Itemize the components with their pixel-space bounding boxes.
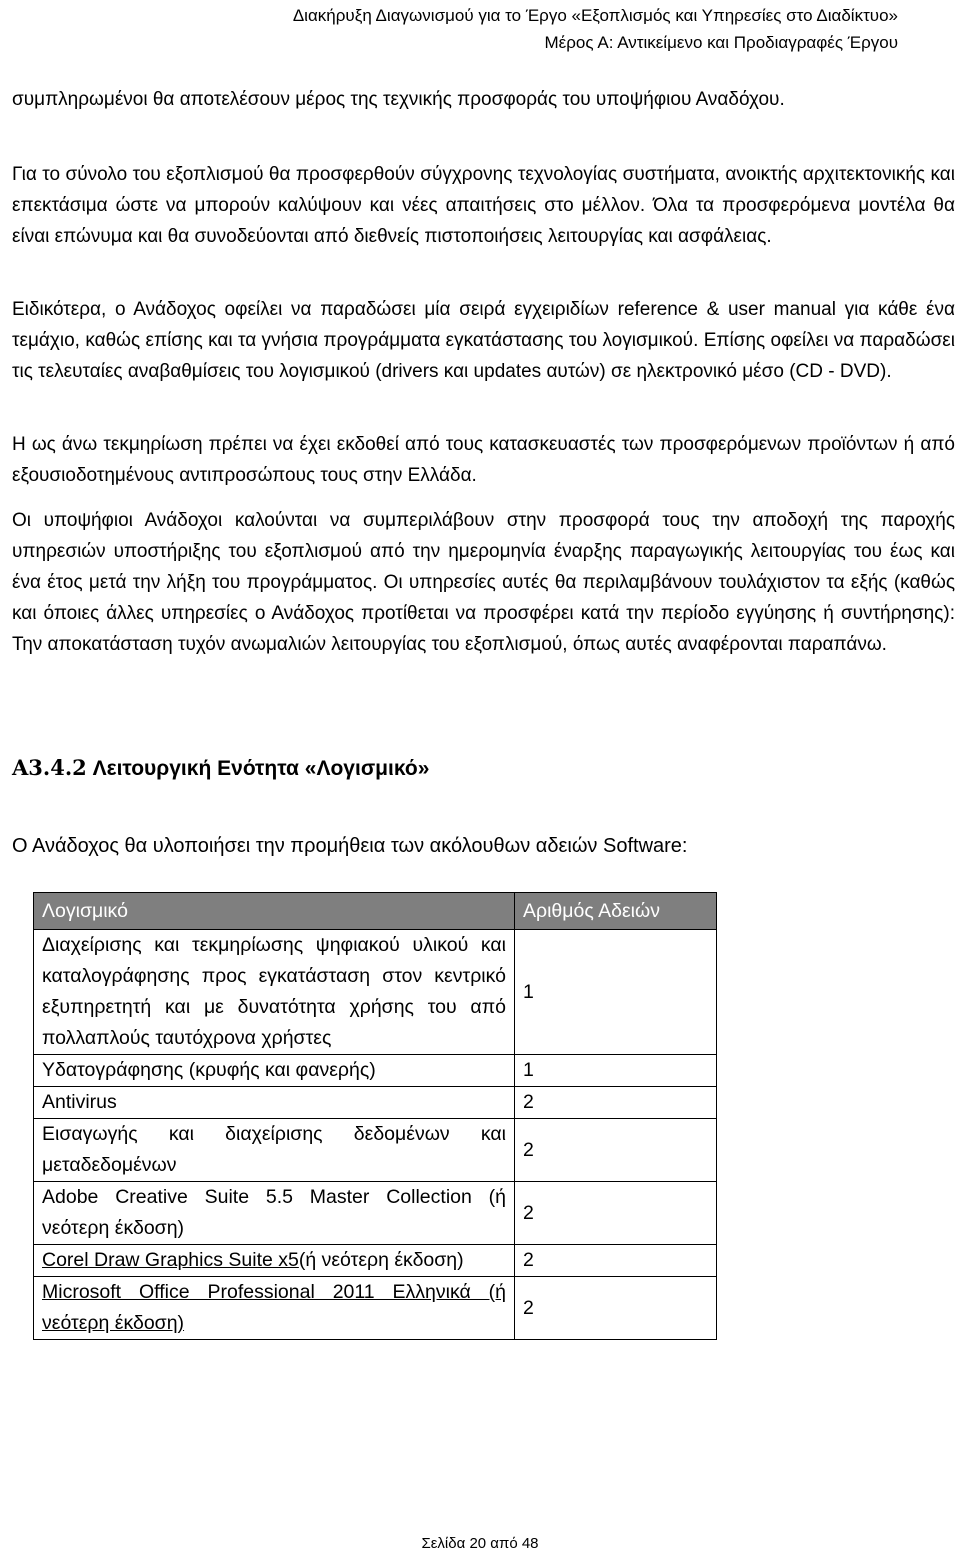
- page-footer: Σελίδα 20 από 48: [421, 1535, 539, 1552]
- header-document-title: Διακήρυξη Διαγωνισμού για το Έργο «Εξοπλισμός και Υπηρεσίες στο Διαδίκτυο»: [292, 6, 898, 25]
- paragraph-2: Για το σύνολο του εξοπλισμού θα προσφερθούν σύγχρονης τεχνολογίας συστήματα, ανοικτής αρχιτεκτονικής και επεκτάσιμα ώστε να μπορούν καλύψουν και νέες απαιτήσεις στο μέλλον. Όλα τα προσφερόμενα μοντέλα θα είναι επώνυμα και θα συνοδεύονται από διεθνείς πιστοποιήσεις λειτουργίας και ασφάλειας.: [12, 164, 955, 247]
- section-heading: [12, 753, 429, 784]
- paragraph-4: Η ως άνω τεκμηρίωση πρέπει να έχει εκδοθεί από τους κατασκευαστές των προσφερόμενων προϊόντων ή από εξουσιοδοτημένους αντιπροσώπους τους στην Ελλάδα.: [12, 434, 955, 486]
- software-name: [34, 1277, 515, 1340]
- column-header-software: Λογισμικό: [34, 893, 515, 930]
- software-name: Antivirus: [34, 1087, 515, 1119]
- section-title: Λειτουργική Ενότητα «Λογισμικό»: [92, 757, 430, 780]
- paragraph-5: Οι υποψήφιοι Ανάδοχοι καλούνται να συμπεριλάβουν στην προσφορά τους την αποδοχή της παροχής υπηρεσιών υποστήριξης του εξοπλισμού από την ημερομηνία έναρξης παραγωγικής λειτουργίας του έως και ένα έτος μετά την λήξη του προγράμματος. Οι υπηρεσίες αυτές θα περιλαμβάνουν τουλάχιστον τα εξής (καθώς και όποιες άλλες υπηρεσίες ο Ανάδοχος προτίθεται να προσφέρει κατά την περίοδο εγγύησης ή συντήρησης): Την αποκατάσταση τυχόν ανωμαλιών λειτουργίας του εξοπλισμού, όπως αυτές αναφέρονται παραπάνω.: [12, 510, 955, 655]
- table-row: [34, 1055, 717, 1087]
- table-row: [34, 1277, 717, 1340]
- license-count: 2: [515, 1277, 717, 1340]
- license-count: 2: [515, 1119, 717, 1182]
- software-licenses-table: [33, 892, 717, 1340]
- column-header-licenses: Αριθμός Αδειών: [515, 893, 717, 930]
- license-count: 1: [515, 1055, 717, 1087]
- paragraph-3: Ειδικότερα, ο Ανάδοχος οφείλει να παραδώσει μία σειρά εγχειριδίων reference & user manual για κάθε ένα τεμάχιο, καθώς επίσης και τα γνήσια προγράμματα εγκατάστασης του λογισμικού. Επίσης οφείλει να παραδώσει τις τελευταίες αναβαθμίσεις του λογισμικού (drivers και updates αυτών) σε ηλεκτρονικό μέσο (CD - DVD).: [12, 299, 955, 382]
- software-name: Adobe Creative Suite 5.5 Master Collection (ή νεότερη έκδοση): [34, 1182, 515, 1245]
- license-count: 2: [515, 1182, 717, 1245]
- software-name: [34, 1245, 515, 1277]
- header-section-title: Μέρος Α: Αντικείμενο και Προδιαγραφές Έργου: [544, 33, 898, 52]
- license-count: 2: [515, 1245, 717, 1277]
- page-header: [293, 2, 898, 56]
- software-name: Διαχείρισης και τεκμηρίωσης ψηφιακού υλικού και καταλογράφησης προς εγκατάσταση στον κεντρικό εξυπηρετητή και με δυνατότητα χρήσης του από πολλαπλούς ταυτόχρονα χρήστες: [34, 930, 515, 1055]
- paragraph-1: συμπληρωμένοι θα αποτελέσουν μέρος της τεχνικής προσφοράς του υποψήφιου Αναδόχου.: [12, 89, 785, 110]
- table-row: [34, 1182, 717, 1245]
- table-row: [34, 1245, 717, 1277]
- software-name: Υδατογράφησης (κρυφής και φανερής): [34, 1055, 515, 1087]
- table-row: [34, 930, 717, 1055]
- license-count: 2: [515, 1087, 717, 1119]
- section-number: A3.4.2: [12, 755, 87, 780]
- software-name-rest: (ή νεότερη έκδοση): [298, 1249, 464, 1271]
- table-row: [34, 1119, 717, 1182]
- software-name-underlined: Corel Draw Graphics Suite x5: [42, 1249, 299, 1271]
- license-count: 1: [515, 930, 717, 1055]
- software-name-underlined: Microsoft Office Professional 2011 Ελληνικά (ή νεότερη έκδοση): [42, 1281, 506, 1334]
- intro-text: Ο Ανάδοχος θα υλοποιήσει την προμήθεια των ακόλουθων αδειών Software:: [12, 835, 688, 857]
- table-header-row: [34, 893, 717, 930]
- table-row: [34, 1087, 717, 1119]
- software-name: Εισαγωγής και διαχείρισης δεδομένων και μεταδεδομένων: [34, 1119, 515, 1182]
